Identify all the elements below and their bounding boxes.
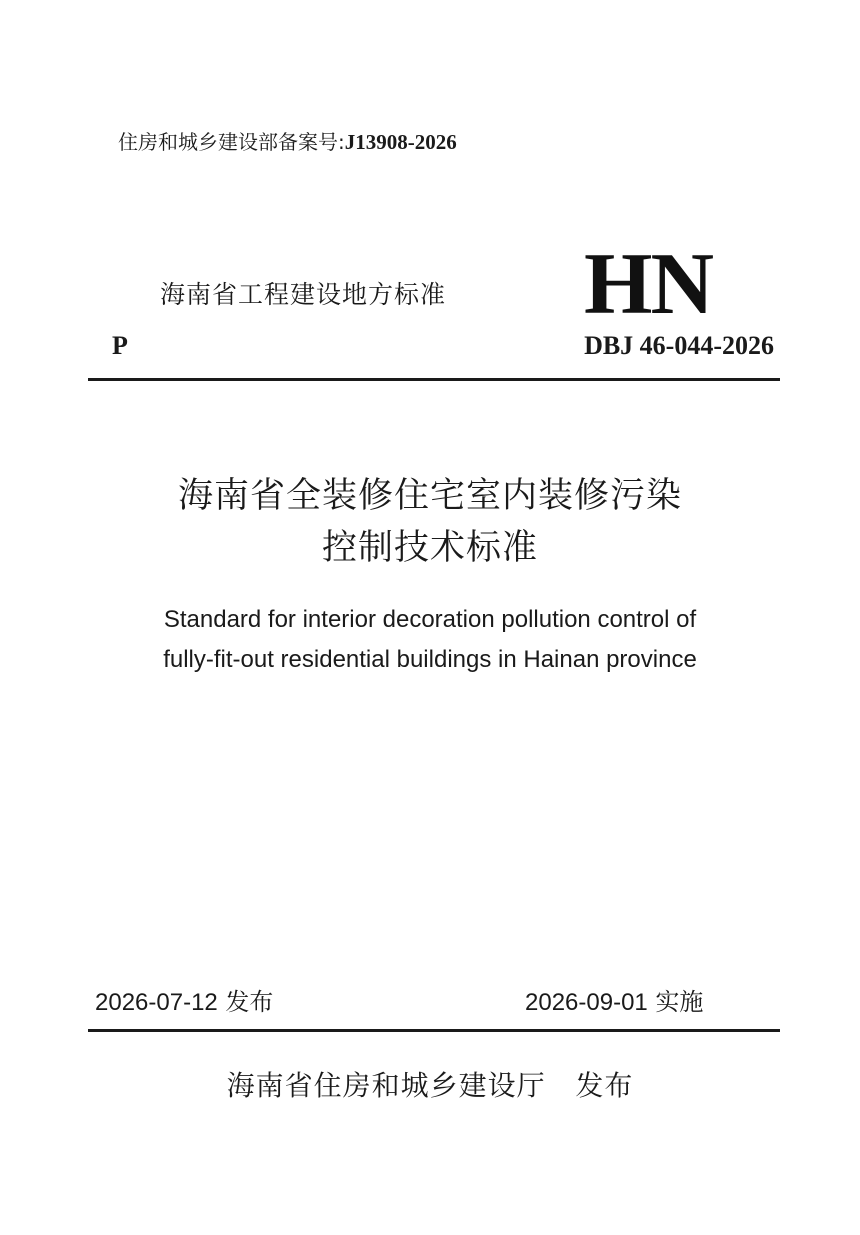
standard-series: 海南省工程建设地方标准: [160, 280, 447, 309]
publisher: [0, 1066, 860, 1106]
title-zh-line-2: 控制技术标准: [321, 528, 538, 568]
bottom-divider: [88, 1029, 780, 1032]
effective-label: 实施: [655, 988, 704, 1016]
effective-date-value: 2026-09-01: [525, 989, 648, 1016]
effective-date: [525, 985, 703, 1020]
publisher-action: 发布: [575, 1069, 634, 1102]
issue-date-value: 2026-07-12: [95, 989, 218, 1016]
classification-code: P: [112, 331, 128, 360]
title-english: [0, 600, 860, 680]
hn-logo: HN: [584, 236, 712, 333]
filing-record: [118, 128, 457, 156]
title-en-line-2: fully-fit-out residential buildings in Hainan province: [163, 646, 697, 673]
top-divider: [88, 378, 780, 381]
title-zh-line-1: 海南省全装修住宅室内装修污染: [177, 476, 682, 516]
title-en-line-1: Standard for interior decoration pollution control of: [163, 606, 697, 633]
title-chinese: [0, 470, 860, 574]
publisher-name: 海南省住房和城乡建设厅: [226, 1069, 546, 1102]
issue-date: [95, 985, 273, 1020]
filing-label: 住房和城乡建设部备案号:: [118, 130, 345, 154]
issue-label: 发布: [225, 988, 274, 1016]
filing-code: J13908-2026: [344, 130, 457, 154]
standard-number: DBJ 46-044-2026: [584, 331, 774, 360]
